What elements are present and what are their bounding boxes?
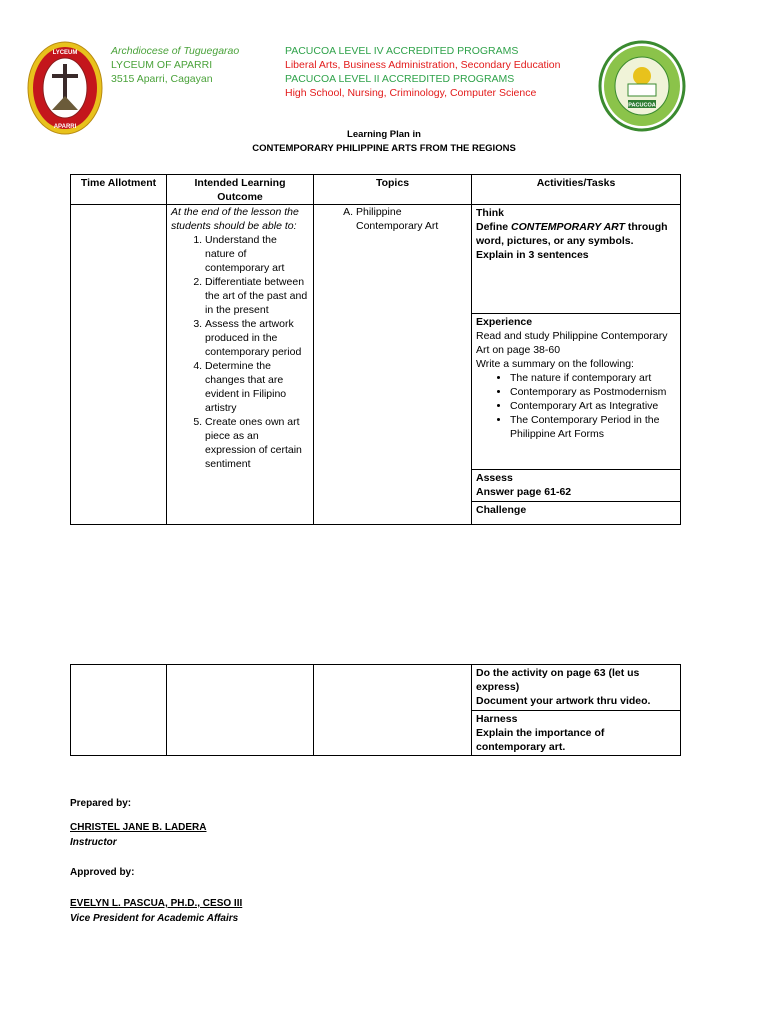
experience-text-2: Write a summary on the following: xyxy=(476,357,634,370)
outcome-item: 4. Determine the changes that are evident in Filipino artistry xyxy=(205,359,309,415)
time-allotment-cell xyxy=(71,205,167,525)
experience-bullet: • The nature if contemporary art xyxy=(510,371,676,385)
header-learning-outcome: Intended Learning Outcome xyxy=(167,175,314,205)
outcome-intro: At the end of the lesson the students should be able to: xyxy=(171,206,299,232)
header-time-allotment: Time Allotment xyxy=(71,175,167,205)
harness-section xyxy=(472,710,680,755)
lyceum-seal-logo xyxy=(26,40,104,136)
outcome-item: 2. Differentiate between the art of the past and in the present xyxy=(205,275,309,317)
header-activities: Activities/Tasks xyxy=(472,175,681,205)
think-section xyxy=(472,205,680,313)
learning-plan-table xyxy=(70,174,681,525)
outcome-list xyxy=(171,233,309,471)
approved-by-label: Approved by: xyxy=(70,867,135,878)
header-topics: Topics xyxy=(314,175,472,205)
pacucoa-seal-logo xyxy=(598,40,686,132)
svg-text:PACUCOA: PACUCOA xyxy=(628,102,656,109)
level-ii-programs: High School, Nursing, Criminology, Computer Science xyxy=(285,87,537,99)
accreditation-level-iv: PACUCOA LEVEL IV ACCREDITED PROGRAMS xyxy=(285,45,519,57)
harness-text: Explain the importance of contemporary art. xyxy=(476,726,605,753)
outcome-item: 1. Understand the nature of contemporary art xyxy=(205,233,309,275)
activities-cell xyxy=(472,205,681,525)
preparer-title: Instructor xyxy=(70,837,117,848)
approver-name: EVELYN L. PASCUA, PH.D., CESO III xyxy=(70,898,243,909)
outcome-item: 3. Assess the artwork produced in the contemporary period xyxy=(205,317,309,359)
archdiocese-line: Archdiocese of Tuguegarao xyxy=(111,45,240,57)
challenge-text-1: Do the activity on page 63 (let us express) xyxy=(476,667,640,693)
level-iv-programs: Liberal Arts, Business Administration, Secondary Education xyxy=(285,59,561,71)
challenge-section xyxy=(472,501,680,523)
think-term: CONTEMPORARY ART xyxy=(511,221,625,233)
title-line-1: Learning Plan in xyxy=(347,129,421,140)
experience-heading: Experience xyxy=(476,315,533,328)
think-define: Define CONTEMPORARY ART through word, pictures, or any symbols. xyxy=(476,221,668,247)
svg-text:LYCEUM: LYCEUM xyxy=(52,50,78,56)
school-info xyxy=(111,44,239,86)
topics-cell xyxy=(314,205,472,525)
activities-subtable-2 xyxy=(472,665,680,755)
experience-bullets xyxy=(476,371,676,441)
outcome-item: 5. Create ones own art piece as an expression of certain sentiment xyxy=(205,415,309,471)
preparer-name: CHRISTEL JANE B. LADERA xyxy=(70,822,207,833)
school-name: LYCEUM OF APARRI xyxy=(111,59,213,71)
topics-cell-2 xyxy=(314,665,472,756)
challenge-heading: Challenge xyxy=(476,503,527,516)
activities-subtable xyxy=(472,205,680,523)
svg-text:APARRI: APARRI xyxy=(53,124,77,130)
document-title xyxy=(0,128,768,156)
challenge-continued xyxy=(472,665,680,710)
accreditation-level-ii: PACUCOA LEVEL II ACCREDITED PROGRAMS xyxy=(285,73,515,85)
assess-heading: Assess xyxy=(476,471,513,484)
time-allotment-cell-2 xyxy=(71,665,167,756)
accreditation-info xyxy=(285,44,560,100)
topic-item: A. Philippine Contemporary Art xyxy=(356,205,467,233)
experience-section xyxy=(472,313,680,469)
think-heading: Think xyxy=(476,207,504,219)
topics-list xyxy=(318,205,467,233)
assess-text: Answer page 61-62 xyxy=(476,485,572,498)
experience-bullet: • The Contemporary Period in the Philippine Art Forms xyxy=(510,413,676,441)
experience-text-1: Read and study Philippine Contemporary Art on page 38-60 xyxy=(476,329,668,356)
think-explain: Explain in 3 sentences xyxy=(476,249,589,261)
approver-title: Vice President for Academic Affairs xyxy=(70,913,239,924)
experience-bullet: • Contemporary as Postmodernism xyxy=(510,385,676,399)
title-line-2: CONTEMPORARY PHILIPPINE ARTS FROM THE REGIONS xyxy=(252,143,516,154)
learning-plan-table-continued xyxy=(70,664,681,756)
learning-outcome-cell xyxy=(167,205,314,525)
school-address: 3515 Aparri, Cagayan xyxy=(111,73,213,85)
learning-outcome-cell-2 xyxy=(167,665,314,756)
harness-heading: Harness xyxy=(476,712,518,725)
activities-cell-2 xyxy=(472,665,681,756)
assess-section xyxy=(472,469,680,501)
experience-bullet: • Contemporary Art as Integrative xyxy=(510,399,676,413)
challenge-text-2: Document your artwork thru video. xyxy=(476,695,651,707)
prepared-by-label: Prepared by: xyxy=(70,798,132,809)
